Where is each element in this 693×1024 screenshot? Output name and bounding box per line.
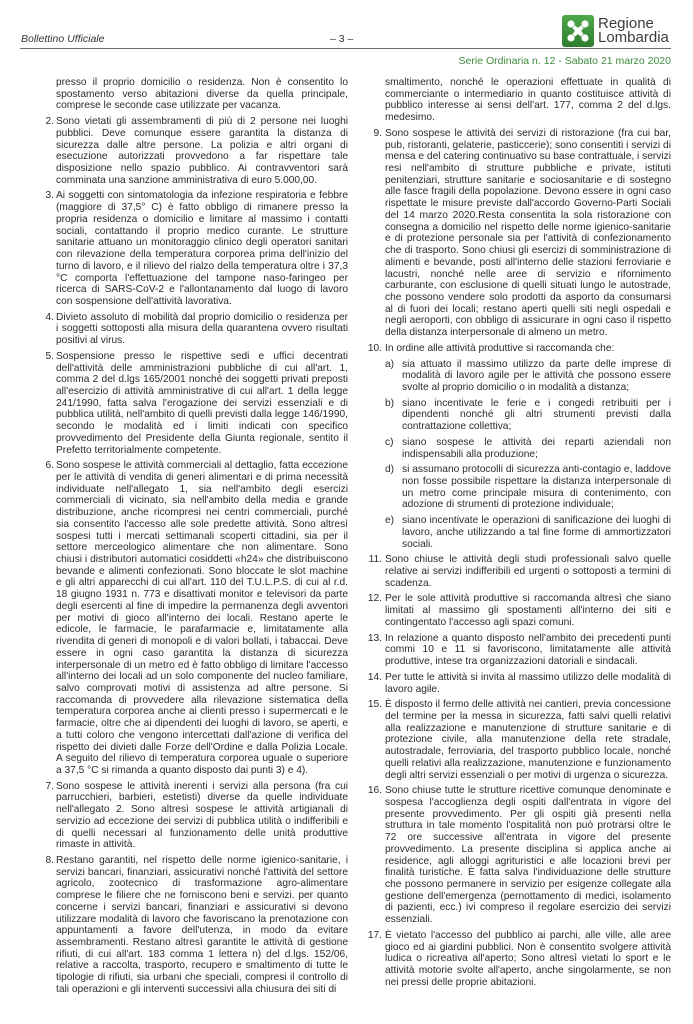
list-item: [358, 128, 671, 339]
item-number: 3.: [45, 190, 54, 202]
item-number: 4.: [45, 311, 54, 323]
item-text: In ordine alle attività produttive si raccomanda che:: [385, 342, 615, 354]
list-item: [358, 343, 671, 355]
item-text: Sono chiuse le attività degli studi professionali salvo quelle relative ai servizi indifferibili ed urgenti o sottoposti a termini di scadenza.: [385, 554, 671, 589]
publication-title: Bollettino Ufficiale: [21, 33, 105, 45]
list-item: [36, 116, 348, 186]
item-number: 11.: [368, 554, 382, 566]
item-number: 2.: [45, 116, 54, 128]
item-text: Sono sospese le attività dei servizi di ristorazione (fra cui bar, pub, ristoranti, gelaterie, pasticcerie); sono consentiti i servizi di mensa e del catering continuativo su base contrattuale, i servizi resi nell'ambito di strutture pubbliche e private, istituti penitenziari, strutture sanitarie e sociosanitarie e di sostegno alle fasce fragili della popolazione. Devono essere in ogni caso rispettate le misure previste dall'accordo Governo-Parti Sociali del 14 marzo 2020.Resta consentita la sola ristorazione con consegna a domicilio nel rispetto delle norme igienico-sanitarie e di protezione personale sia per l'attività di confezionamento che di trasporto. Sono chiusi gli esercizi di somministrazione di alimenti e bevande, posti all'interno delle stazioni ferroviarie e lacustri, nonché nelle aree di servizio e rifornimento carburante, con esclusione di quelli situati lungo le autostrade, che possono vendere solo prodotti da asporto da consumarsi al di fuori dei locali; restano aperti quelli siti negli ospedali e negli aeroporti, con obbligo di assicurare in ogni caso il rispetto della distanza interpersonale di almeno un metro.: [385, 127, 671, 339]
item-number: 10.: [367, 342, 382, 354]
sub-item-letter: a): [385, 358, 395, 370]
item-text: Per le sole attività produttive si raccomanda altresì che siano limitati al massimo gli spostamenti all'interno dei siti e contingentato l'accesso agli spazi comuni.: [385, 593, 671, 628]
continuation-paragraph: smaltimento, nonché le operazioni effettuate in qualità di commerciante o intermediario in quanto costituisce attività di pubblico interesse ai sensi dell'art. 177, comma 2 del d.lgs. medesimo.: [385, 77, 671, 124]
list-item: [36, 460, 348, 776]
list-item: [358, 593, 671, 628]
item-number: 8.: [45, 855, 54, 866]
item-number: 13.: [367, 632, 382, 644]
sub-item-letter: c): [385, 436, 394, 448]
item-text: È vietato l'accesso del pubblico ai parchi, alle ville, alle aree gioco ed ai giardini pubblici. Non è consentito svolgere attività ludica o ricreativa all'aperto; Sono altresì vietati lo sport e le attività motorie svolte all'aperto, anche singolarmente, se non nei pressi delle proprie abitazioni.: [385, 929, 671, 988]
item-number: 12.: [367, 593, 382, 605]
list-item: [36, 351, 348, 456]
item-number: 14.: [367, 671, 382, 683]
sub-item-text: siano incentivate le ferie e i congedi retribuiti per i dipendenti nonché gli altri strumenti previsti dalla contrattazione collettiva;: [402, 397, 671, 433]
sub-list-item: [358, 359, 671, 394]
item-text: Sono chiuse tutte le strutture ricettive comunque denominate e sospesa l'accoglienza degli ospiti dall'entrata in vigore del presente provvedimento. Per gli ospiti già presenti nella struttura in tale momento l'ospitalità non può protrarsi oltre le 72 ore successive all'entrata in vigore del presente provvedimento. La presente disciplina si applica anche ai residence, agli alloggi agrituristici e alle locazioni brevi per finalità turistiche. È fatta salva l'individuazione delle strutture che possono permanere in servizio per esigenze collegate alla gestione dell'emergenza (pernottamento di medici, isolamento di pazienti, ecc.) ivi compreso il regolare esercizio dei servizi essenziali.: [385, 785, 671, 926]
header-divider: [20, 48, 671, 49]
item-text: Ai soggetti con sintomatologia da infezione respiratoria e febbre (maggiore di 37,5° C) è fatto obbligo di rimanere presso la propria residenza o domicilio e limitare al massimo i contatti sociali, contattando il proprio medico curante. Le strutture sanitarie attuano un monitoraggio clinico degli operatori sanitari con rilevazione della temperatura corporea prima dell'inizio del turno di lavoro, e il rilievo del rialzo della temperatura oltre i 37,3 °C comporta l'effettuazione del tampone naso-faringeo per ricerca di SARS-CoV-2 e l'allontanamento dal luogo di lavoro con sospensione dell'attività lavorativa.: [56, 190, 348, 307]
regione-lombardia-logo: [562, 15, 669, 47]
rosa-camuna-icon: [562, 15, 594, 47]
left-column: [36, 77, 348, 1000]
list-item: [36, 312, 348, 347]
list-item: [358, 699, 671, 781]
item-number: 15.: [367, 699, 382, 711]
page-number: – 3 –: [330, 33, 354, 45]
list-item: [36, 855, 348, 996]
item-number: 9.: [373, 127, 382, 139]
logo-text-regione: Regione: [598, 15, 654, 32]
sub-list-item: [358, 398, 671, 433]
sub-list-item: [358, 464, 671, 511]
sub-item-letter: b): [385, 397, 395, 409]
item-text: Sono sospese le attività commerciali al dettaglio, fatta eccezione per le attività di vendita di generi alimentari e di prima necessità individuate nell'allegato 1, sia nell'ambito degli esercizi commerciali di vicinato, sia nell'ambito della media e grande distribuzione, anche ricompresi nei centri commerciali, purché sia consentito l'accesso alle sole predette attività. Sono altresì sospesi tutti i mercati settimanali scoperti cittadini, sia per il settore merceologico alimentare che non alimentare. Sono chiusi i distributori automatici cosiddetti «h24» che distribuiscono bevande e alimenti confezionati. Sono bloccate le slot machine e gli altri apparecchi di cui all'art. 110 del T.U.L.P.S. di cui al r.d. 18 giugno 1931 n. 773 e disattivati monitor e televisori da parte degli esercenti al fine di impedire la permanenza degli avventori per motivi di gioco all'interno dei locali. Restano aperte le edicole, le farmacie, le parafarmacie e, limitatamente alla rivendita di generi di monopoli e di valori bollati, i tabaccai. Deve essere in ogni caso garantita la distanza di sicurezza interpersonale di un metro ed è fatto obbligo di limitare l'accesso all'interno dei locali ad un solo componente del nucleo familiare, salvo comprovati motivi di assistenza ad altre persone. Si raccomanda di provvedere alla rilevazione sistematica della temperatura corporea anche ai clienti presso i supermercati e le farmacie, oltre che ai dipendenti dei luoghi di lavoro, se aperti, e a tutti coloro che vengono intercettati dall'azione di verifica del rispetto dei divieti dalle Forze dell'Ordine e dalla Polizia Locale. A seguito del rilievo di temperatura corporea uguale o superiore a 37,5 °C si rimanda a quanto disposto dai punti 3) e 4).: [56, 460, 348, 776]
item-text: Sono sospese le attività inerenti i servizi alla persona (fra cui parrucchieri, barbieri, estetisti) diverse da quelle individuate nell'allegato 2. Sono altresì sospese le attività artigianali di servizio ad eccezione dei servizi di pubblica utilità o indifferibili e di quelli necessari al funzionamento delle unità produttive rimaste in attività.: [56, 780, 348, 851]
list-item: [36, 781, 348, 851]
continuation-paragraph: presso il proprio domicilio o residenza. Non è consentito lo spostamento verso abitazioni diverse da quella principale, comprese le seconde case utilizzate per vacanza.: [56, 77, 348, 112]
list-item: [358, 672, 671, 695]
sub-item-letter: d): [385, 464, 395, 476]
item-text: Restano garantiti, nel rispetto delle norme igienico-sanitarie, i servizi bancari, finanziari, assicurativi nonché l'attività del settore agricolo, zootecnico di trasformazione agro-alimentare comprese le filiere che ne forniscono beni e servizi. per quanto concerne i servizi bancari, finanziari e assicurativi si devono utilizzare modalità di lavoro che favoriscano la prenotazione con appuntamenti a favore dell'utenza, in modo da evitare assembramenti. Restano altresì garantite le attività di gestione rifiuti, di cui all'art. 183 comma 1 lettera n) del d.lgs. 152/06, relative a raccolta, trasporto, recupero e smaltimento di tutte le tipologie di rifiuti, sia urbani che speciali, compresi il controllo di tali operazioni e gli interventi successivi alla chiusura dei siti di: [56, 855, 348, 995]
list-item: [36, 190, 348, 307]
item-text: È disposto il fermo delle attività nei cantieri, previa concessione del termine per la messa in sicurezza, fatti salvi quelli relativi alla realizzazione e manutenzione di strutture sanitarie e di protezione civile, alla manutenzione della rete stradale, autostradale, ferroviaria, del trasporto pubblico locale, nonché quelli relativi alla realizzazione, manutenzione e funzionamento degli altri servizi essenziali o per motivi di urgenza o sicurezza.: [385, 699, 671, 781]
sub-list-item: [358, 515, 671, 550]
list-item: [358, 633, 671, 668]
sub-item-letter: e): [385, 515, 395, 527]
page-header: [0, 0, 693, 72]
item-text: In relazione a quanto disposto nell'ambito dei precedenti punti commi 10 e 11 si favoriscono, limitatamente alle attività produttive, intese tra organizzazioni datoriali e sindacali.: [385, 632, 671, 668]
item-number: 6.: [45, 460, 54, 472]
series-info: Serie Ordinaria n. 12 - Sabato 21 marzo 2020: [458, 55, 671, 67]
item-number: 5.: [45, 350, 54, 362]
sub-item-text: siano incentivate le operazioni di sanificazione dei luoghi di lavoro, anche utilizzando a tal fine forme di ammortizzatori sociali.: [402, 515, 671, 550]
item-number: 16.: [367, 785, 382, 797]
sub-list-item: [358, 437, 671, 460]
list-item: [358, 930, 671, 989]
logo-text-lombardia: Lombardia: [598, 29, 669, 46]
sub-item-text: si assumano protocolli di sicurezza anti-contagio e, laddove non fosse possibile rispettare la distanza interpersonale di un metro come principale misura di contenimento, con adozione di strumenti di protezione individuale;: [402, 464, 671, 511]
sub-item-text: sia attuato il massimo utilizzo da parte delle imprese di modalità di lavoro agile per le attività che possono essere svolte al proprio domicilio o in modalità a distanza;: [402, 358, 671, 393]
item-number: 17.: [367, 929, 382, 941]
item-text: Sono vietati gli assembramenti di più di 2 persone nei luoghi pubblici. Deve comunque essere garantita la distanza di sicurezza dalle altre persone. La polizia e altri organi di esecuzione autorizzati provvedono a far rispettare tale disposizione nello spazio pubblico. Ai contravventori sarà comminata una sanzione amministrativa di euro 5.000,00.: [56, 116, 348, 186]
right-column: [358, 77, 671, 992]
list-item: [358, 785, 671, 926]
sub-item-text: siano sospese le attività dei reparti aziendali non indispensabili alla produzione;: [402, 436, 671, 460]
item-text: Per tutte le attività si invita al massimo utilizzo delle modalità di lavoro agile.: [385, 671, 671, 695]
item-text: Divieto assoluto di mobilità dal proprio domicilio o residenza per i soggetti sottoposti alla misura della quarantena ovvero risultati positivi al virus.: [56, 311, 348, 347]
item-text: Sospensione presso le rispettive sedi e uffici decentrati dell'attività delle amministrazioni pubbliche di cui all'art. 1, comma 2 del d.lgs 165/2001 nonché dei soggetti privati preposti all'esercizio di attività amministrative di cui all'art. 1 della legge 241/1990, fatta salva l'erogazione dei servizi essenziali e di pubblica utilità, nell'ambito di quelli previsti dalla legge 146/1990, secondo le modalità ed i limiti indicati con specifico provvedimento del Presidente della Giunta regionale, sentito il Prefetto territorialmente competente.: [56, 350, 348, 456]
list-item: [358, 554, 671, 589]
item-number: 7.: [45, 780, 54, 792]
